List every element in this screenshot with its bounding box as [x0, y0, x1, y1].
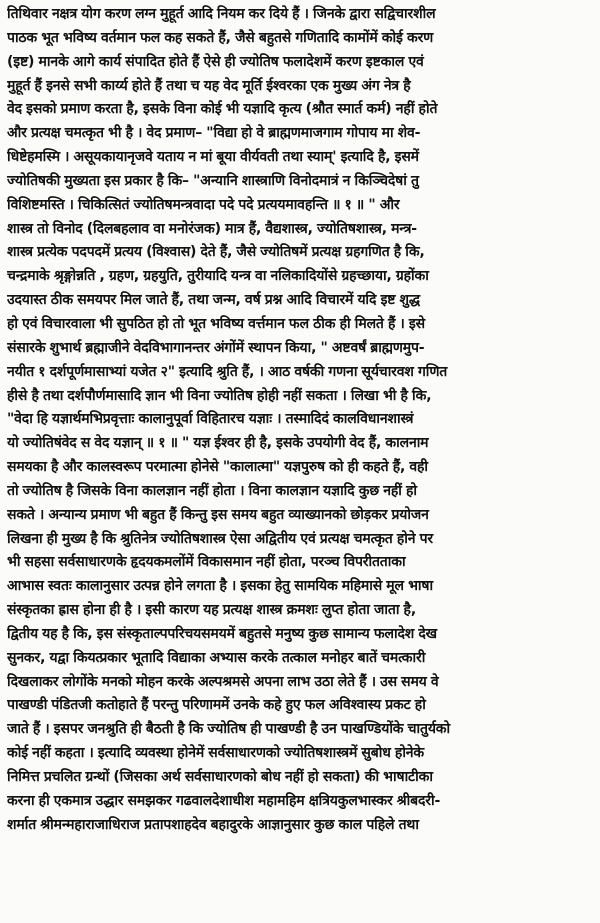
- text-line: उदयास्त ठीक समयपर मिल जाते हैं, तथा जन्म, वर्ष प्रश्न आदि विचारमें यदि इष्ट शुद्ध: [7, 292, 420, 309]
- text-line: हो एवं विचारवाला भी सुपठित हो तो भूत भविष्य वर्त्तमान फल ठीक ही मिलते हैं । इसे: [7, 315, 425, 332]
- text-line: वेद इसको प्रमाण करता है, इसके विना कोई भी यज्ञादि कृत्य (श्रौत स्मार्त कर्म) नहीं होते: [7, 101, 438, 118]
- text-line: पाठक भूत भविष्य वर्तमान फल कह सकते हैं, जैसे बहुतसे गणितादि कामोंमें कोई करण: [7, 29, 434, 46]
- text-line: सुनकर, यद्वा कियत्प्रकार भूतादि विद्याका अभ्यास करके तत्काल मनोहर बातें चमत्कारी: [7, 649, 426, 666]
- text-line: भी सहसा सर्वसाधारणके हृदयकमलोंमें विकासमान नहीं होता, परञ्च विपरीतताका: [7, 554, 406, 571]
- text-line: कोई नहीं कहता । इत्यादि व्यवस्था होनेमें सर्वसाधारणको ज्योतिषशास्त्रमें सुबोध होनेके: [7, 745, 425, 762]
- text-line: [7, 838, 593, 862]
- text-line: शर्मात श्रीमन्महाराजाधिराज प्रतापशाहदेव बहादुरके आज्ञानुसार कुछ काल पहिले तथा: [7, 816, 419, 833]
- text-line: नयीत १ दर्शपूर्णमासाभ्यां यजेत २" इत्यादि श्रुति हैं, । आठ वर्षकी गणना सूर्यचारवश गणित: [7, 363, 448, 380]
- text-line: लिखना ही मुख्य है कि श्रुतिनेत्र ज्योतिषशास्त्र ऐसा अद्वितीय एवं प्रत्यक्ष चमत्कृत होने पर: [7, 530, 433, 547]
- text-line: हीसे है तथा दर्शपौर्णमासादि ज्ञान भी विना ज्योतिष होही नहीं सकता । लिखा भी है कि,: [7, 387, 432, 404]
- text-line: तिथिवार नक्षत्र योग करण लग्न मुहूर्त आदि नियम कर दिये हैं । जिनके द्वारा सद्विचारशील: [7, 6, 436, 22]
- text-line: दिखलाकर लोगोंके मनको मोहन करके अल्पश्रमसे अपना लाभ उठा लेते हैं । उस समय वे: [7, 673, 439, 690]
- text-line: शास्त्र तो विनोद (दिलबहलाव वा मनोरंजक) मात्र हैं, वैद्यशास्त्र, ज्योतिषशास्त्र, मन्त्र-: [7, 220, 417, 237]
- text-line: और प्रत्यक्ष चमत्कृत भी है । वेद प्रमाण– "विद्या हो वे ब्राह्मणमाजगाम गोपाय मा शेव-: [7, 125, 421, 142]
- text-line: यो ज्योतिषंवेद स वेद यज्ञान् ॥ १ ॥ " यज्ञ ईश्वर ही है, इसके उपयोगी वेद हैं, कालनाम: [7, 435, 429, 452]
- text-line: द्वितीय यह है कि, इस संस्कृताल्पपरिचयसमयमें बहुतसे मनुष्य कुछ सामान्य फलादेश देख: [7, 625, 437, 642]
- text-line: विशिष्टमस्ति । चिकित्सितं ज्योतिषमन्त्रवादा पदे पदे प्रत्ययमावहन्ति ॥ १ ॥ " और: [7, 196, 400, 213]
- text-line: आभास स्वतः कालानुसार उत्पन्न होने लगता है । इसका हेतु सामयिक महिमासे मूल भाषा: [7, 578, 433, 595]
- text-line: जाते हैं । इसपर जनश्रुति ही बैठती है कि ज्योतिष ही पाखण्डी है उन पाखण्डियोंके चातुर्यको: [7, 721, 451, 738]
- text-line: मुहूर्त हैं इनसे सभी कार्य्य होते हैं तथा च यह वेद मूर्ति ईश्वरका एक मुख्य अंग नेत्र है: [7, 77, 411, 94]
- text-line: [7, 885, 593, 909]
- text-line: निमित्त प्रचलित ग्रन्थों (जिसका अर्थ सर्वसाधारणको बोध नहीं हो सकता) की भाषाटीका: [7, 769, 433, 785]
- text-line: "वेदा हि यज्ञार्थमभिप्रवृत्ताः कालानुपूर्वा विहितारच यज्ञाः । तस्मादिदं कालविधानशास्त्रं: [7, 411, 414, 428]
- text-line: संसारके शुभार्थ ब्रह्माजीने वेदविभागानन्तर अंगोंमें स्थापन किया, " अष्टवर्षं ब्राह्मणमुप-: [7, 339, 425, 356]
- text-line: तो ज्योतिष है जिसके विना कालज्ञान नहीं होता । विना कालज्ञान यज्ञादि कुछ नहीं हो: [7, 482, 417, 499]
- text-line: समयका है और कालस्वरूप परमात्मा होनेसे "कालात्मा" यज्ञपुरुष को ही कहते हैं, वही: [7, 459, 428, 476]
- text-line: पाखण्डी पंडितजी कतोहाते हैं परन्तु परिणाममें उनके कहे हुए फल अविश्वास्य प्रकट हो: [7, 697, 426, 714]
- text-line: [7, 861, 593, 885]
- body-text: [7, 3, 593, 909]
- text-line: ज्योतिषकी मुख्यता इस प्रकार है कि– "अन्यानि शास्त्राणि विनोदमात्रं न किञ्चिदेषां तु: [7, 172, 419, 189]
- text-line: धिष्टेहमस्मि । असूयकायानृजवे यताय न मां बूया वीर्यवती तथा स्याम्' इत्यादि है, इसमें: [7, 149, 419, 166]
- text-line: शास्त्र प्रत्येक पदपदमें प्रत्यय (विश्वास) देते हैं, जैसे ज्योतिषमें प्रत्यक्ष ग्रहगणित है कि,: [7, 244, 425, 261]
- text-line: सकते । अन्यान्य प्रमाण भी बहुत हैं किन्तु इस समय बहुत व्याख्यानको छोड़कर प्रयोजन: [7, 506, 429, 523]
- text-line: (इष्ट) मानके आगे कार्य संपादित होते हैं ऐसे ही ज्योतिष फलादेशमें करण इष्टकाल एवं: [7, 53, 424, 70]
- text-line: करना ही एकमात्र उद्धार समझकर गढवालदेशाधीश महामहिम क्षत्रियकुलभास्कर श्रीबदरी-: [7, 792, 441, 809]
- text-line: संस्कृतका ह्रास होना ही है । इसी कारण यह प्रत्यक्ष शास्त्र क्रमशः लुप्त होता जाता है,: [7, 602, 417, 619]
- text-line: चन्द्रमाके श्रृङ्गोन्नति , ग्रहण, ग्रहयुति, तुरीयादि यन्त्र वा नलिकादियोंसे ग्रहच्छाया, ग्रहोंका: [7, 268, 429, 285]
